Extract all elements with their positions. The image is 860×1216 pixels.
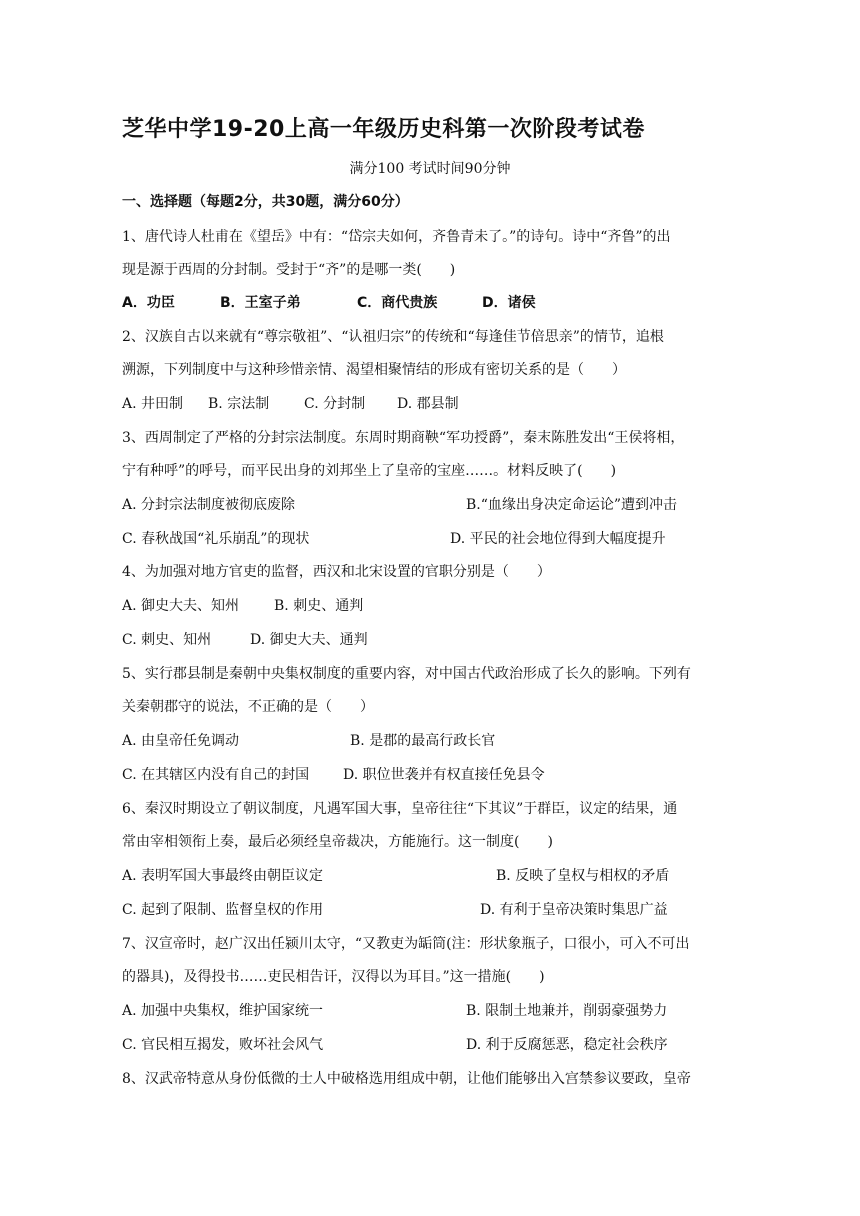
question-2-option-b: B. 宗法制: [208, 396, 270, 412]
question-4-option-d: D. 御史大夫、通判: [250, 632, 368, 648]
exam-subtitle: 满分100 考试时间90分钟: [349, 161, 511, 177]
question-5-option-d: D. 职位世袭并有权直接任免县令: [343, 767, 545, 783]
question-3-option-b: B.“血缘出身决定命运论”遭到冲击: [466, 497, 678, 513]
question-2-line-2: 溯源，下列制度中与这种珍惜亲情、渴望相聚情结的形成有密切关系的是（ ）: [122, 362, 626, 378]
question-1-line-2: 现是源于西周的分封制。受封于“齐”的是哪一类( ): [122, 262, 456, 278]
question-4-option-b: B. 刺史、通判: [274, 598, 364, 614]
question-6-line-1: 6、秦汉时期设立了朝议制度，凡遇军国大事，皇帝往往“下其议”于群臣，议定的结果，通: [122, 801, 678, 817]
question-6-option-b: B. 反映了皇权与相权的矛盾: [496, 868, 670, 884]
question-6-option-a: A. 表明军国大事最终由朝臣议定: [122, 868, 324, 884]
question-3-option-c: C. 春秋战国“礼乐崩乱”的现状: [122, 531, 310, 547]
question-3-option-d: D. 平民的社会地位得到大幅度提升: [450, 531, 666, 547]
question-1-option-b: B．王室子弟: [220, 295, 301, 311]
question-7-option-a: A. 加强中央集权，维护国家统一: [122, 1003, 324, 1019]
question-1-line-1: 1、唐代诗人杜甫在《望岳》中有：“岱宗夫如何，齐鲁青未了。”的诗句。诗中“齐鲁”的出: [122, 229, 671, 245]
question-3-line-1: 3、西周制定了严格的分封宗法制度。东周时期商鞅“军功授爵”，秦末陈胜发出“王侯将相，: [122, 430, 685, 446]
section-heading: 一、选择题（每题2分，共30题，满分60分）: [122, 194, 409, 210]
question-1-option-d: D．诸侯: [482, 295, 536, 311]
question-6-line-2: 常由宰相领衔上奏，最后必须经皇帝裁决，方能施行。这一制度( ): [122, 834, 553, 850]
question-5-line-1: 5、实行郡县制是秦朝中央集权制度的重要内容，对中国古代政治形成了长久的影响。下列有: [122, 666, 691, 682]
question-5-option-a: A. 由皇帝任免调动: [122, 733, 240, 749]
question-2-option-c: C. 分封制: [304, 396, 366, 412]
question-2-option-a: A. 井田制: [122, 396, 184, 412]
question-6-option-c: C. 起到了限制、监督皇权的作用: [122, 902, 324, 918]
question-7-option-b: B. 限制土地兼并，削弱豪强势力: [466, 1003, 668, 1019]
question-3-line-2: 宁有种呼”的呼号，而平民出身的刘邦坐上了皇帝的宝座……。材料反映了( ): [122, 463, 617, 479]
question-7-option-d: D. 利于反腐惩恶，稳定社会秩序: [466, 1037, 668, 1053]
question-5-line-2: 关秦朝郡守的说法，不正确的是（ ）: [122, 699, 374, 715]
question-3-option-a: A. 分封宗法制度被彻底废除: [122, 497, 296, 513]
question-6-option-d: D. 有利于皇帝决策时集思广益: [480, 902, 668, 918]
exam-title: 芝华中学19-20上高一年级历史科第一次阶段考试卷: [122, 117, 645, 142]
question-2-line-1: 2、汉族自古以来就有“尊宗敬祖”、“认祖归宗”的传统和“每逢佳节倍思亲”的情节，追根: [122, 329, 664, 345]
question-8-line-1: 8、汉武帝特意从身份低微的士人中破格选用组成中朝，让他们能够出入宫禁参议要政，皇帝: [122, 1071, 691, 1087]
question-1-option-a: A．功臣: [122, 295, 175, 311]
question-5-option-c: C. 在其辖区内没有自己的封国: [122, 767, 310, 783]
question-2-option-d: D. 郡县制: [397, 396, 459, 412]
question-7-line-1: 7、汉宣帝时，赵广汉出任颍川太守，“又教吏为缿筒(注：形状象瓶子，口很小，可入不可出: [122, 936, 690, 952]
question-5-option-b: B. 是郡的最高行政长官: [350, 733, 496, 749]
question-4-line-1: 4、为加强对地方官吏的监督，西汉和北宋设置的官职分别是（ ）: [122, 564, 551, 580]
question-7-line-2: 的器具)，及得投书……吏民相告讦，汉得以为耳目。”这一措施( ): [122, 969, 545, 985]
question-4-option-c: C. 刺史、知州: [122, 632, 212, 648]
question-7-option-c: C. 官民相互揭发，败坏社会风气: [122, 1037, 324, 1053]
question-4-option-a: A. 御史大夫、知州: [122, 598, 240, 614]
question-1-option-c: C．商代贵族: [357, 295, 438, 311]
